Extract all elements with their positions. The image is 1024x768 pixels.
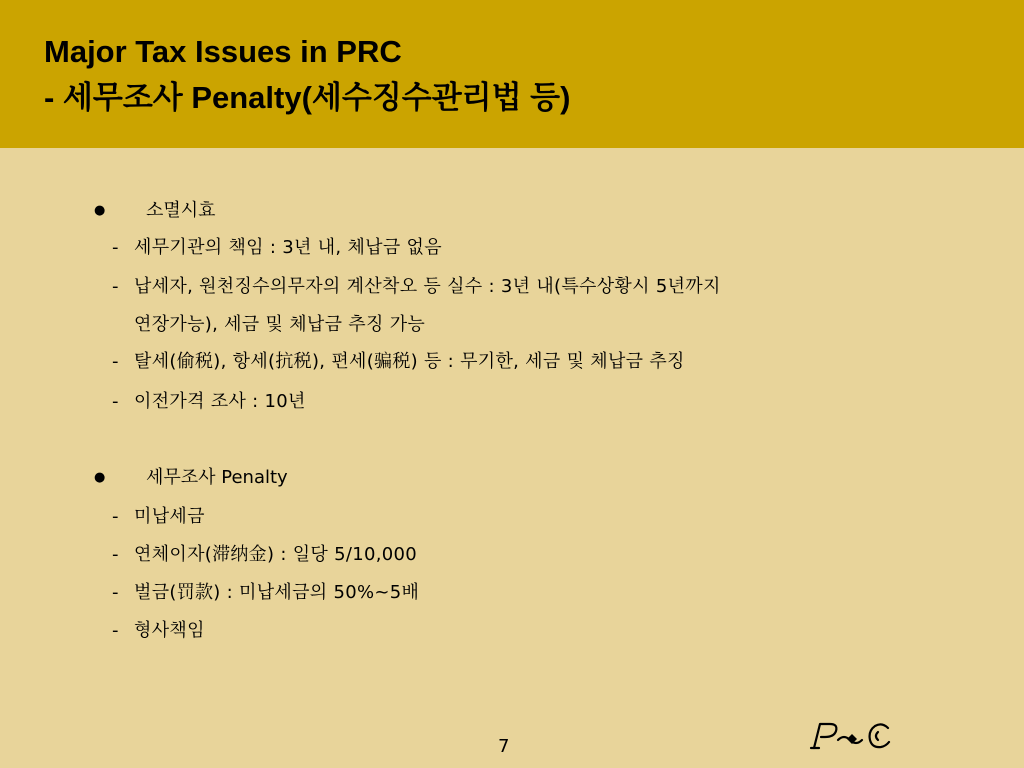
list-item-text: 연체이자(滞纳金) : 일당 5/10,000 xyxy=(134,544,418,565)
list-item-text: 세무기관의 책임 : 3년 내, 체납금 없음 xyxy=(134,237,442,258)
title-band xyxy=(0,0,1024,148)
list-item xyxy=(112,350,685,374)
section-heading-label: 세무조사 Penalty xyxy=(146,467,288,488)
list-item-text: 탈세(偷税), 항세(抗税), 편세(骗税) 등 : 무기한, 세금 및 체납금 추징 xyxy=(134,351,685,372)
list-item xyxy=(112,236,442,260)
section-heading-tax-audit-penalty xyxy=(94,466,288,490)
list-item xyxy=(112,581,419,605)
section-heading-label: 소멸시효 xyxy=(146,200,216,221)
dash-marker: - xyxy=(112,544,119,565)
dash-marker: - xyxy=(112,582,119,603)
list-item-text: 미납세금 xyxy=(134,506,205,527)
list-item-text: 형사책임 xyxy=(134,620,205,641)
dash-marker: - xyxy=(112,276,119,297)
bullet-icon: ● xyxy=(94,203,106,218)
dash-marker: - xyxy=(112,391,119,412)
bullet-icon: ● xyxy=(94,470,106,485)
dash-marker: - xyxy=(112,351,119,372)
slide-subtitle: - 세무조사 Penalty(세수징수관리법 등) xyxy=(44,80,571,115)
dash-marker: - xyxy=(112,506,119,527)
list-item xyxy=(112,390,306,414)
list-item xyxy=(112,543,417,567)
slide-title: Major Tax Issues in PRC xyxy=(44,34,402,69)
list-item xyxy=(112,505,205,529)
section-heading-statute-of-limitations xyxy=(94,199,216,223)
pwc-logo-icon xyxy=(808,718,894,754)
page-number: 7 xyxy=(498,736,510,757)
dash-marker: - xyxy=(112,237,119,258)
list-item xyxy=(112,275,721,299)
list-item-text: 이전가격 조사 : 10년 xyxy=(134,391,306,412)
list-item xyxy=(112,619,205,643)
dash-marker: - xyxy=(112,620,119,641)
list-item-continuation: 연장가능), 세금 및 체납금 추징 가능 xyxy=(134,314,426,335)
list-item-text: 납세자, 원천징수의무자의 계산착오 등 실수 : 3년 내(특수상황시 5년까지 xyxy=(134,276,721,297)
list-item-text: 벌금(罚款) : 미납세금의 50%~5배 xyxy=(134,582,420,603)
